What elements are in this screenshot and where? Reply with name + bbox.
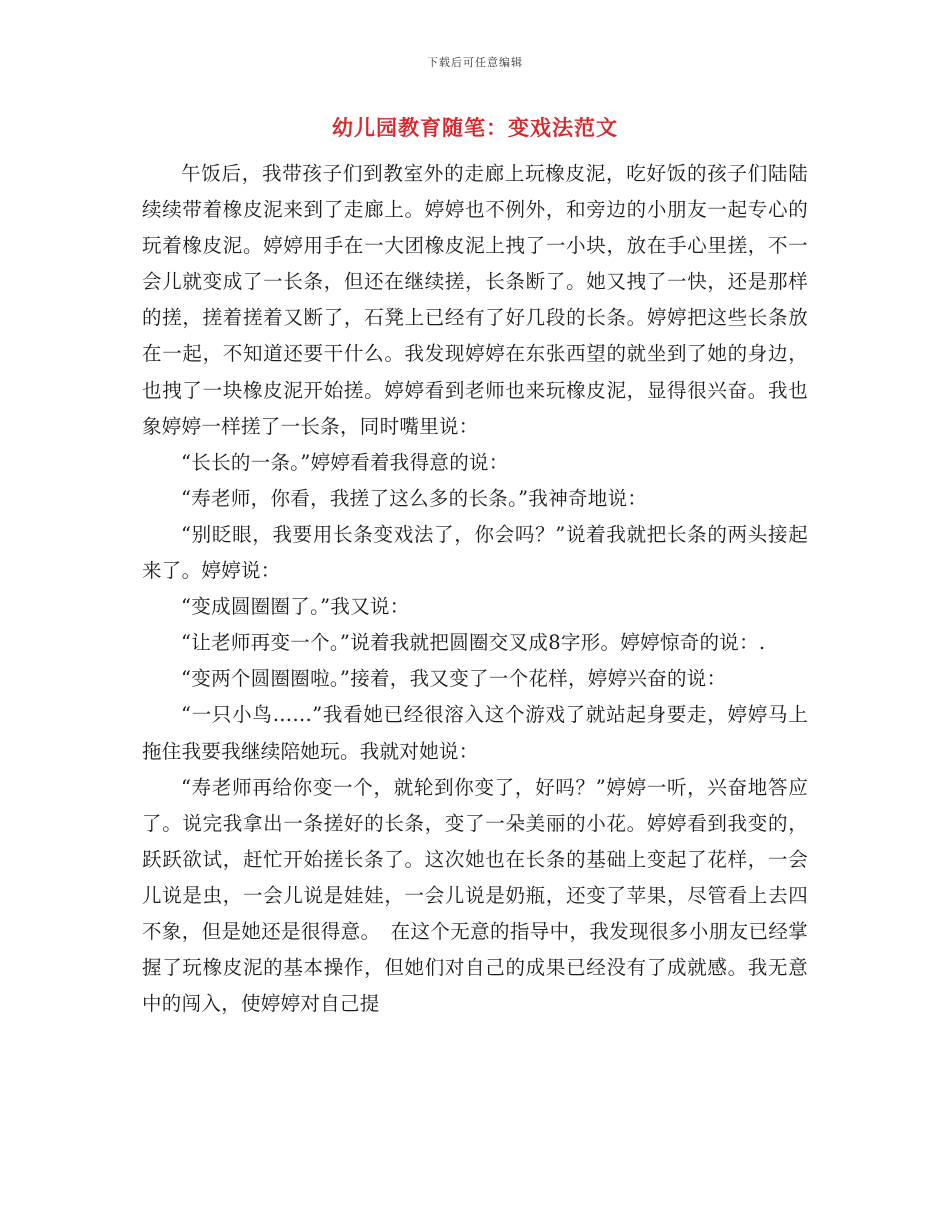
paragraph: “变两个圆圈圈啦。”接着，我又变了一个花样，婷婷兴奋的说： bbox=[181, 667, 727, 691]
paragraph: “寿老师，你看，我搓了这么多的长条。”我神奇地说： bbox=[181, 486, 648, 510]
document-body bbox=[142, 156, 808, 1022]
header-note: 下载后可任意编辑 bbox=[427, 56, 523, 69]
paragraph: “让老师再变一个。”说着我就把圆圈交叉成8字形。婷婷惊奇的说：. bbox=[181, 631, 766, 655]
paragraph: 午饭后，我带孩子们到教室外的走廊上玩橡皮泥，吃好饭的孩子们陆陆续续带着橡皮泥来到了走廊上。婷婷也不例外，和旁边的小朋友一起专心的玩着橡皮泥。婷婷用手在一大团橡皮泥上拽了一小块，放在手心里搓，不一会儿就变成了一长条，但还在继续搓，长条断了。她又拽了一快，还是那样的搓，搓着搓着又断了，石凳上已经有了好几段的长条。婷婷把这些长条放在一起，不知道还要干什么。我发现婷婷在东张西望的就坐到了她的身边，也拽了一块橡皮泥开始搓。婷婷看到老师也来玩橡皮泥，显得很兴奋。我也象婷婷一样搓了一长条，同时嘴里说： bbox=[142, 162, 808, 438]
paragraph: “长长的一条。”婷婷看着我得意的说： bbox=[181, 450, 509, 474]
paragraph: “别眨眼，我要用长条变戏法了，你会吗？”说着我就把长条的两头接起来了。婷婷说： bbox=[142, 522, 808, 583]
paragraph: “变成圆圈圈了。”我又说： bbox=[181, 595, 410, 619]
paragraph: “寿老师再给你变一个，就轮到你变了，好吗？”婷婷一听，兴奋地答应了。说完我拿出一条搓好的长条，变了一朵美丽的小花。婷婷看到我变的，跃跃欲试，赶忙开始搓长条了。这次她也在长条的基础上变起了花样，一会儿说是虫，一会儿说是娃娃，一会儿说是奶瓶，还变了苹果，尽管看上去四不象，但是她还是很得意。 在这个无意的指导中，我发现很多小朋友已经掌握了玩橡皮泥的基本操作，但她们对自己的成果已经没有了成就感。我无意中的闯入，使婷婷对自己提 bbox=[142, 775, 808, 1016]
paragraph: “一只小鸟……”我看她已经很溶入这个游戏了就站起身要走，婷婷马上拖住我要我继续陪她玩。我就对她说： bbox=[142, 703, 808, 763]
document-title: 幼儿园教育随笔：变戏法范文 bbox=[332, 115, 618, 140]
